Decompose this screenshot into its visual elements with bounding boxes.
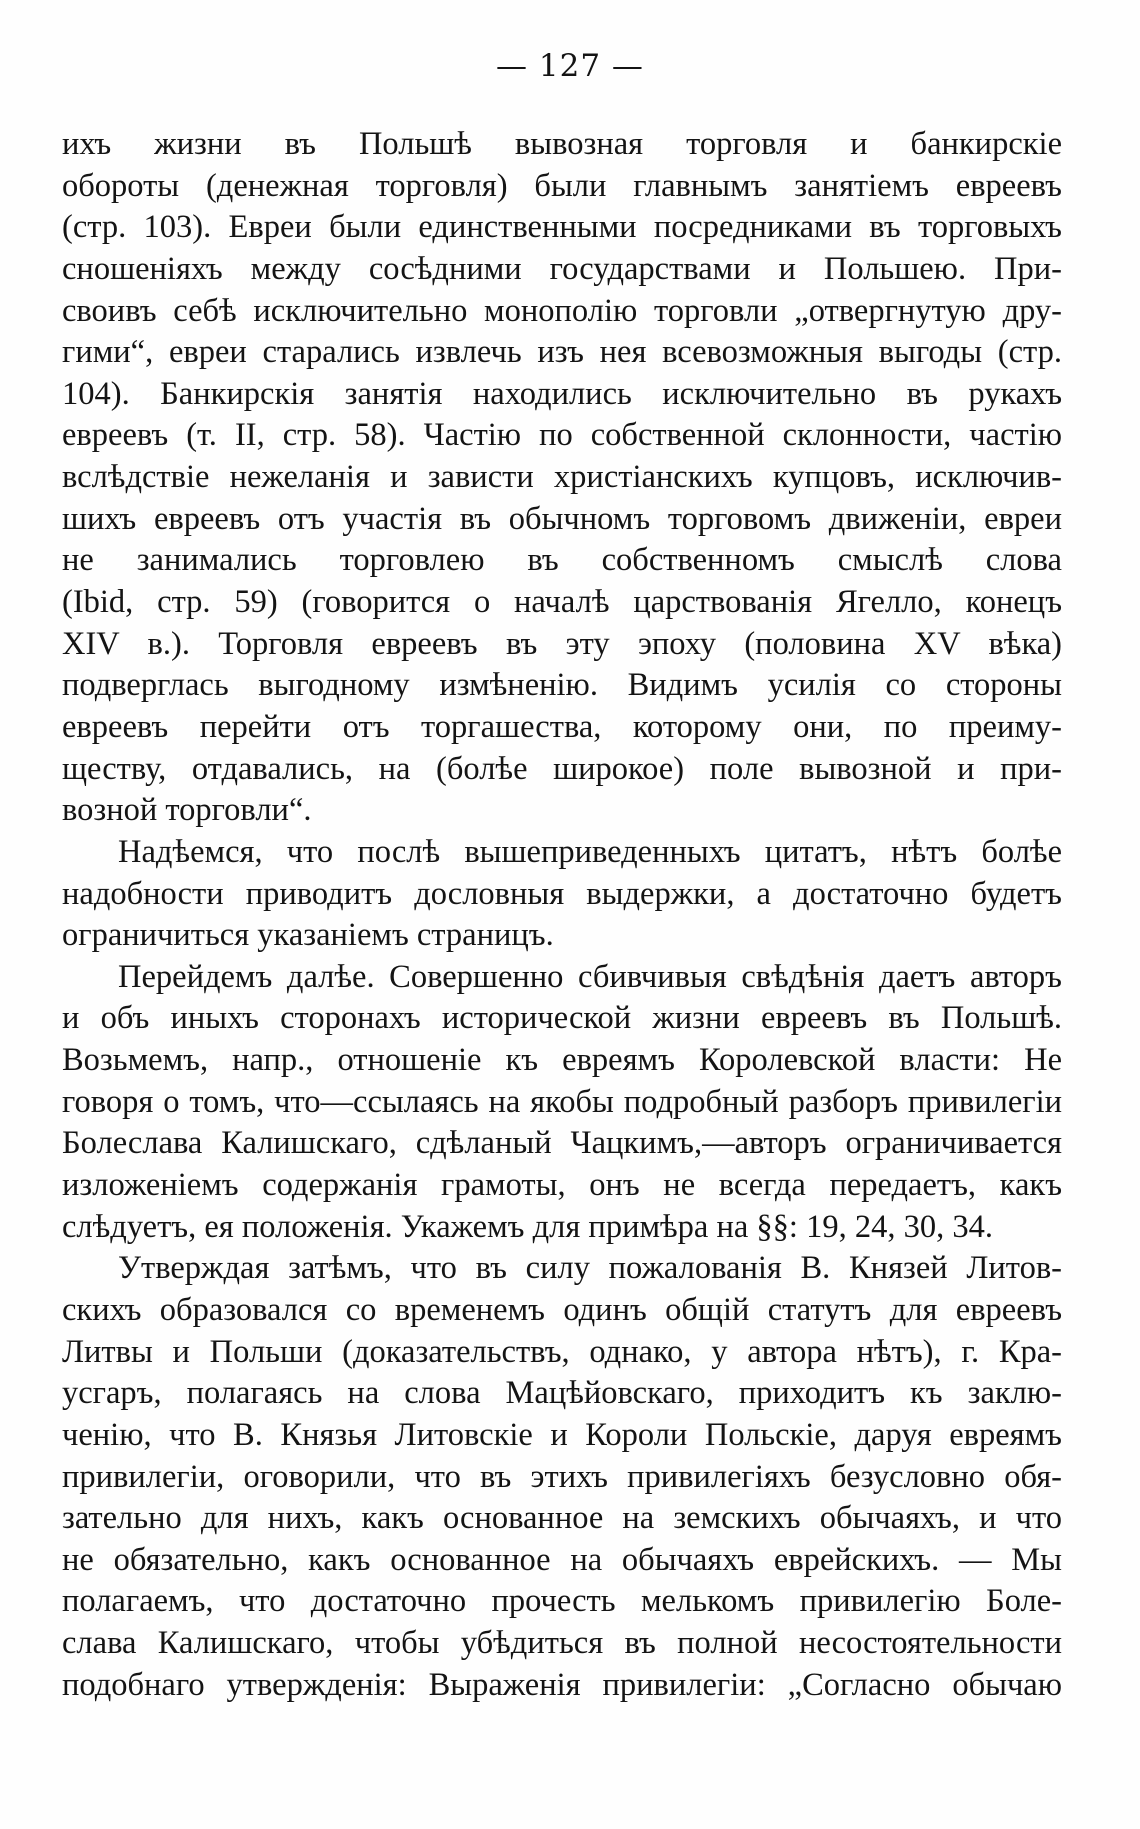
text-line: Возьмемъ, напр., отношеніе къ евреямъ Королевской власти: Не — [62, 1042, 1062, 1079]
text-line: подобнаго утвержденія: Выраженія привилегіи: „Согласно обычаю — [62, 1666, 1062, 1703]
text-line: не занимались торговлею въ собственномъ смыслѣ слова — [62, 542, 1062, 579]
paragraph-4 — [62, 1248, 1062, 1706]
paragraph-1 — [62, 124, 1062, 832]
text-line: ихъ жизни въ Польшѣ вывозная торговля и банкирскіе — [62, 126, 1062, 162]
text-line: Надѣемся, что послѣ вышеприведенныхъ цитатъ, нѣтъ болѣе — [118, 833, 1062, 870]
text-line: сношеніяхъ между сосѣдними государствами и Польшею. При- — [62, 250, 1062, 287]
text-line: своивъ себѣ исключительно монополію торговли „отвергнутую дру- — [62, 292, 1062, 329]
text-line: усгаръ, полагаясь на слова Мацѣйовскаго, приходитъ къ заклю- — [62, 1375, 1062, 1412]
text-line: скихъ образовался со временемъ одинъ общій статутъ для евреевъ — [62, 1291, 1062, 1328]
text-line: Болеслава Калишскаго, сдѣланый Чацкимъ,—авторъ ограничивается — [62, 1125, 1062, 1162]
text-line: слава Калишскаго, чтобы убѣдиться въ полной несостоятельности — [62, 1625, 1062, 1662]
paragraph-2 — [62, 832, 1062, 957]
text-line: зательно для нихъ, какъ основанное на земскихъ обычаяхъ, и что — [62, 1500, 1062, 1537]
text-line: Перейдемъ далѣе. Совершенно сбивчивыя свѣдѣнія даетъ авторъ — [118, 958, 1062, 995]
text-line: гими“, евреи старались извлечь изъ нея всевозможныя выгоды (стр. — [62, 334, 1062, 371]
text-line: евреевъ (т. II, стр. 58). Частію по собственной склонности, частію — [62, 417, 1062, 454]
text-line: вслѣдствіе нежеланія и зависти христіанскихъ купцовъ, исключив- — [62, 459, 1062, 496]
text-line: XIV в.). Торговля евреевъ въ эту эпоху (половина XV вѣка) — [62, 625, 1062, 662]
text-line: Литвы и Польши (доказательствъ, однако, у автора нѣтъ), г. Кра- — [62, 1333, 1062, 1370]
text-line: 104). Банкирскія занятія находились исключительно въ рукахъ — [62, 375, 1062, 412]
text-line: (стр. 103). Евреи были единственными посредниками въ торговыхъ — [62, 209, 1062, 246]
text-line: привилегіи, оговорили, что въ этихъ привилегіяхъ безусловно обя- — [62, 1458, 1062, 1495]
paragraph-3 — [62, 957, 1062, 1248]
text-line: Утверждая затѣмъ, что въ силу пожалованія В. Князей Литов- — [118, 1250, 1062, 1287]
text-line: евреевъ перейти отъ торгашества, которому они, по преиму- — [62, 708, 1062, 745]
text-line: (Ibid, стр. 59) (говорится о началѣ царствованія Ягелло, конецъ — [62, 584, 1062, 621]
text-line: ществу, отдавались, на (болѣе широкое) поле вывозной и при- — [62, 750, 1062, 787]
text-line: полагаемъ, что достаточно прочесть мелькомъ привилегію Боле- — [62, 1583, 1062, 1620]
text-line: подверглась выгодному измѣненію. Видимъ усилія со стороны — [62, 667, 1062, 704]
text-line: ченію, что В. Князья Литовскіе и Короли Польскіе, даруя евреямъ — [62, 1416, 1062, 1453]
page-number: — 127 — — [496, 48, 644, 84]
body-text — [62, 124, 1062, 1706]
text-line: не обязательно, какъ основанное на обычаяхъ еврейскихъ. — Мы — [62, 1541, 1062, 1578]
text-line: обороты (денежная торговля) были главнымъ занятіемъ евреевъ — [62, 167, 1062, 204]
text-line: и объ иныхъ сторонахъ исторической жизни евреевъ въ Польшѣ. — [62, 1000, 1062, 1037]
text-line: слѣдуетъ, ея положенія. Укажемъ для примѣра на §§: 19, 24, 30, 34. — [62, 1208, 993, 1245]
text-line: ограничиться указаніемъ страницъ. — [62, 917, 554, 954]
text-line: изложеніемъ содержанія грамоты, онъ не всегда передаетъ, какъ — [62, 1167, 1062, 1204]
text-line: надобности приводитъ дословныя выдержки, а достаточно будетъ — [62, 875, 1062, 912]
text-line: шихъ евреевъ отъ участія въ обычномъ торговомъ движеніи, евреи — [62, 500, 1062, 537]
text-line: говоря о томъ, что—ссылаясь на якобы подробный разборъ привилегіи — [62, 1083, 1062, 1120]
text-line: возной торговли“. — [62, 792, 312, 829]
